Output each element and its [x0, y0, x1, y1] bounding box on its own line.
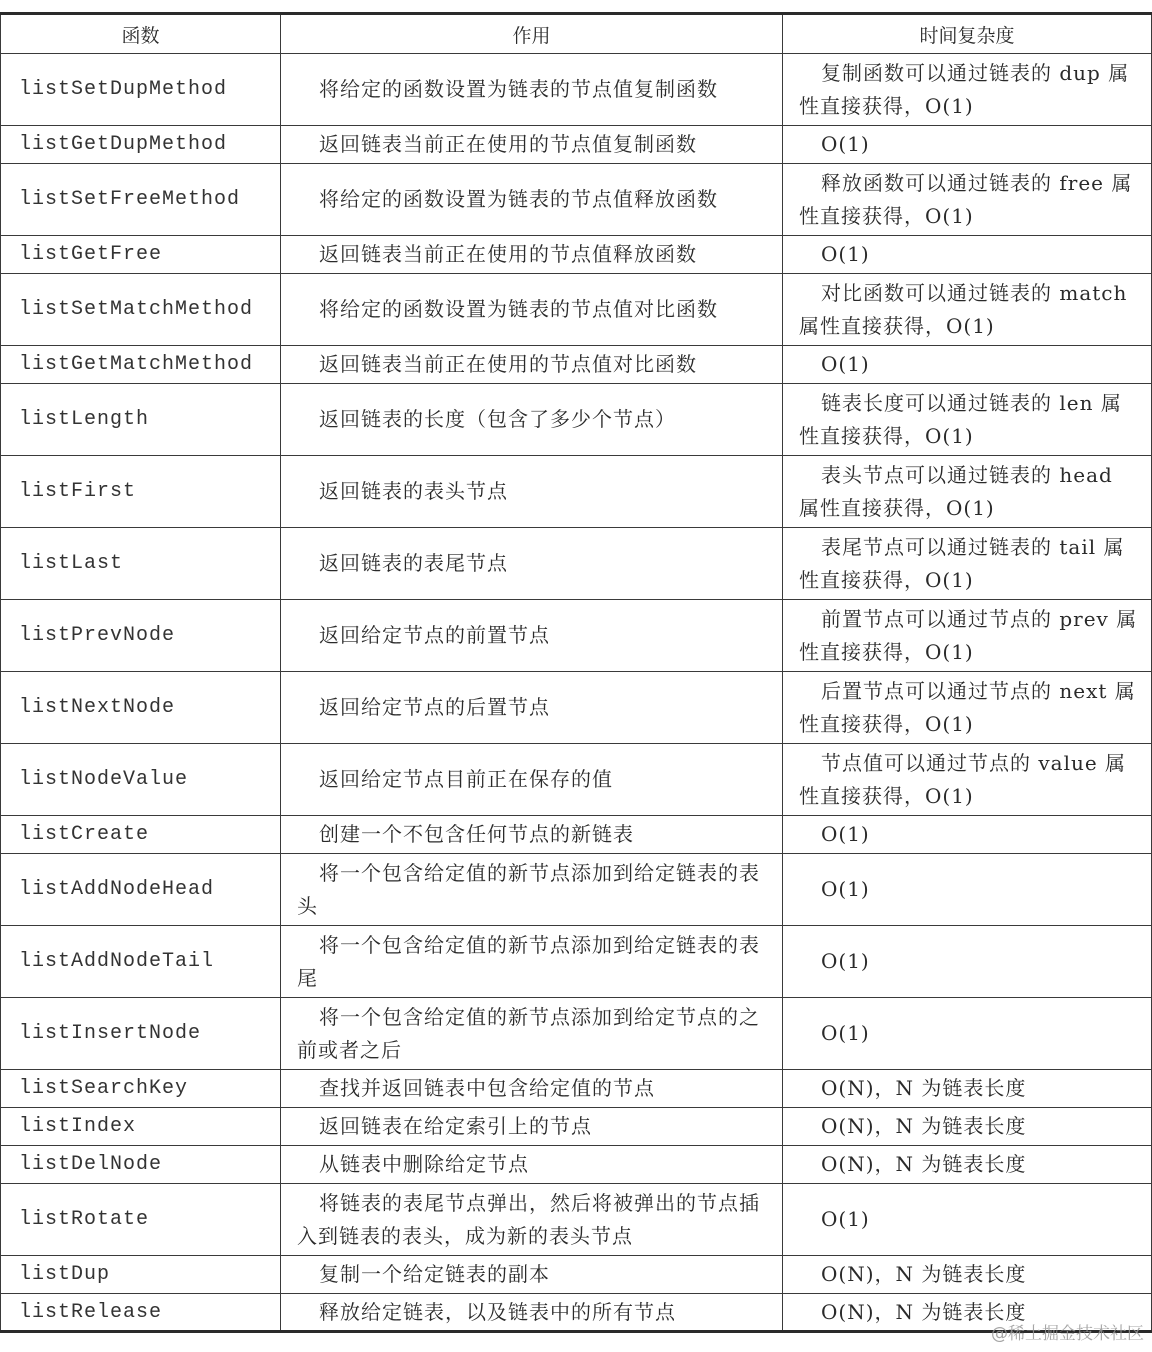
- function-name: listAddNodeHead: [1, 854, 281, 926]
- time-complexity: [783, 236, 1152, 274]
- table-header-row: [1, 14, 1152, 54]
- purpose-text: 将链表的表尾节点弹出，然后将被弹出的节点插入到链表的表头，成为新的表头节点: [297, 1190, 760, 1248]
- time-complexity: [783, 346, 1152, 384]
- function-purpose: [281, 744, 783, 816]
- purpose-text: 复制一个给定链表的副本: [319, 1262, 550, 1286]
- function-name: listLength: [1, 384, 281, 456]
- header-purpose: 作用: [281, 14, 783, 54]
- table-row: [1, 926, 1152, 998]
- function-name: listSetDupMethod: [1, 54, 281, 126]
- complexity-text: 前置节点可以通过节点的 prev 属性直接获得，O(1): [799, 606, 1138, 664]
- complexity-text: O(1): [821, 822, 870, 846]
- time-complexity: [783, 54, 1152, 126]
- function-name: listSetMatchMethod: [1, 274, 281, 346]
- complexity-text: O(N)，N 为链表长度: [821, 1076, 1027, 1100]
- table-row: [1, 998, 1152, 1070]
- function-purpose: [281, 854, 783, 926]
- complexity-text: 表尾节点可以通过链表的 tail 属性直接获得，O(1): [799, 534, 1125, 592]
- function-name: listPrevNode: [1, 600, 281, 672]
- purpose-text: 将给定的函数设置为链表的节点值复制函数: [319, 77, 718, 101]
- table-row: [1, 126, 1152, 164]
- purpose-text: 将一个包含给定值的新节点添加到给定链表的表头: [297, 860, 760, 918]
- function-name: listRelease: [1, 1294, 281, 1332]
- function-purpose: [281, 274, 783, 346]
- time-complexity: [783, 998, 1152, 1070]
- time-complexity: [783, 816, 1152, 854]
- time-complexity: [783, 456, 1152, 528]
- complexity-text: O(1): [821, 1207, 870, 1231]
- complexity-text: O(1): [821, 242, 870, 266]
- function-name: listGetDupMethod: [1, 126, 281, 164]
- complexity-text: O(N)，N 为链表长度: [821, 1152, 1027, 1176]
- purpose-text: 返回链表在给定索引上的节点: [319, 1114, 592, 1138]
- complexity-text: O(1): [821, 1021, 870, 1045]
- purpose-text: 返回给定节点的后置节点: [319, 695, 550, 719]
- purpose-text: 返回链表当前正在使用的节点值释放函数: [319, 242, 697, 266]
- function-name: listCreate: [1, 816, 281, 854]
- table-row: [1, 236, 1152, 274]
- time-complexity: [783, 1256, 1152, 1294]
- purpose-text: 查找并返回链表中包含给定值的节点: [319, 1076, 655, 1100]
- time-complexity: [783, 926, 1152, 998]
- function-purpose: [281, 126, 783, 164]
- function-purpose: [281, 346, 783, 384]
- table-row: [1, 1294, 1152, 1332]
- purpose-text: 将一个包含给定值的新节点添加到给定节点的之前或者之后: [297, 1004, 760, 1062]
- watermark: @稀土掘金技术社区: [991, 1324, 1144, 1344]
- function-name: listGetFree: [1, 236, 281, 274]
- function-name: listIndex: [1, 1108, 281, 1146]
- header-complexity: 时间复杂度: [783, 14, 1152, 54]
- table-row: [1, 1108, 1152, 1146]
- function-purpose: [281, 926, 783, 998]
- function-name: listDelNode: [1, 1146, 281, 1184]
- time-complexity: [783, 854, 1152, 926]
- purpose-text: 返回给定节点目前正在保存的值: [319, 767, 613, 791]
- function-purpose: [281, 236, 783, 274]
- purpose-text: 将给定的函数设置为链表的节点值释放函数: [319, 187, 718, 211]
- function-purpose: [281, 164, 783, 236]
- time-complexity: [783, 126, 1152, 164]
- complexity-text: 复制函数可以通过链表的 dup 属性直接获得，O(1): [799, 60, 1130, 118]
- function-purpose: [281, 1070, 783, 1108]
- time-complexity: [783, 384, 1152, 456]
- complexity-text: O(N)，N 为链表长度: [821, 1299, 1027, 1324]
- table-row: [1, 384, 1152, 456]
- time-complexity: [783, 1146, 1152, 1184]
- table-row: [1, 816, 1152, 854]
- complexity-text: O(1): [821, 877, 870, 901]
- time-complexity: [783, 528, 1152, 600]
- function-name: listNextNode: [1, 672, 281, 744]
- time-complexity: [783, 672, 1152, 744]
- time-complexity: [783, 1108, 1152, 1146]
- complexity-text: 链表长度可以通过链表的 len 属性直接获得，O(1): [799, 390, 1122, 448]
- table-row: [1, 1184, 1152, 1256]
- complexity-text: O(N)，N 为链表长度: [821, 1262, 1027, 1286]
- function-purpose: [281, 1184, 783, 1256]
- purpose-text: 从链表中删除给定节点: [319, 1152, 529, 1176]
- function-name: listInsertNode: [1, 998, 281, 1070]
- table-row: [1, 600, 1152, 672]
- function-purpose: [281, 672, 783, 744]
- function-purpose: [281, 528, 783, 600]
- complexity-text: O(1): [821, 132, 870, 156]
- function-purpose: [281, 384, 783, 456]
- table-row: [1, 528, 1152, 600]
- table-body: [1, 54, 1152, 1332]
- complexity-text: O(N)，N 为链表长度: [821, 1114, 1027, 1138]
- function-table: [0, 12, 1152, 1333]
- function-purpose: [281, 998, 783, 1070]
- table-row: [1, 54, 1152, 126]
- function-purpose: [281, 1294, 783, 1332]
- table-row: [1, 456, 1152, 528]
- table-row: [1, 672, 1152, 744]
- purpose-text: 返回给定节点的前置节点: [319, 623, 550, 647]
- complexity-text: 后置节点可以通过节点的 next 属性直接获得，O(1): [799, 678, 1136, 736]
- time-complexity: [783, 164, 1152, 236]
- purpose-text: 创建一个不包含任何节点的新链表: [319, 822, 634, 846]
- table-row: [1, 274, 1152, 346]
- complexity-text: 表头节点可以通过链表的 head 属性直接获得，O(1): [799, 462, 1113, 520]
- purpose-text: 返回链表的表尾节点: [319, 551, 508, 575]
- function-name: listAddNodeTail: [1, 926, 281, 998]
- function-name: listDup: [1, 1256, 281, 1294]
- time-complexity: [783, 1184, 1152, 1256]
- complexity-text: 对比函数可以通过链表的 match 属性直接获得，O(1): [799, 280, 1128, 338]
- complexity-text: 释放函数可以通过链表的 free 属性直接获得，O(1): [799, 170, 1133, 228]
- function-purpose: [281, 816, 783, 854]
- function-name: listLast: [1, 528, 281, 600]
- function-name: listFirst: [1, 456, 281, 528]
- function-purpose: [281, 1108, 783, 1146]
- complexity-text: O(1): [821, 949, 870, 973]
- table-row: [1, 1146, 1152, 1184]
- function-purpose: [281, 1256, 783, 1294]
- table-row: [1, 1070, 1152, 1108]
- time-complexity: [783, 744, 1152, 816]
- function-purpose: [281, 54, 783, 126]
- table-row: [1, 854, 1152, 926]
- table-row: [1, 744, 1152, 816]
- time-complexity: [783, 600, 1152, 672]
- function-name: listRotate: [1, 1184, 281, 1256]
- table-row: [1, 164, 1152, 236]
- purpose-text: 释放给定链表，以及链表中的所有节点: [319, 1299, 676, 1324]
- function-name: listSearchKey: [1, 1070, 281, 1108]
- function-name: listGetMatchMethod: [1, 346, 281, 384]
- function-purpose: [281, 600, 783, 672]
- header-function: 函数: [1, 14, 281, 54]
- table-row: [1, 346, 1152, 384]
- purpose-text: 返回链表当前正在使用的节点值对比函数: [319, 352, 697, 376]
- function-purpose: [281, 1146, 783, 1184]
- function-name: listSetFreeMethod: [1, 164, 281, 236]
- function-purpose: [281, 456, 783, 528]
- purpose-text: 将给定的函数设置为链表的节点值对比函数: [319, 297, 718, 321]
- table-row: [1, 1256, 1152, 1294]
- purpose-text: 返回链表的长度（包含了多少个节点）: [319, 407, 676, 431]
- purpose-text: 返回链表当前正在使用的节点值复制函数: [319, 132, 697, 156]
- function-name: listNodeValue: [1, 744, 281, 816]
- complexity-text: O(1): [821, 352, 870, 376]
- purpose-text: 返回链表的表头节点: [319, 479, 508, 503]
- purpose-text: 将一个包含给定值的新节点添加到给定链表的表尾: [297, 932, 760, 990]
- time-complexity: [783, 1070, 1152, 1108]
- time-complexity: [783, 274, 1152, 346]
- complexity-text: 节点值可以通过节点的 value 属性直接获得，O(1): [799, 750, 1127, 808]
